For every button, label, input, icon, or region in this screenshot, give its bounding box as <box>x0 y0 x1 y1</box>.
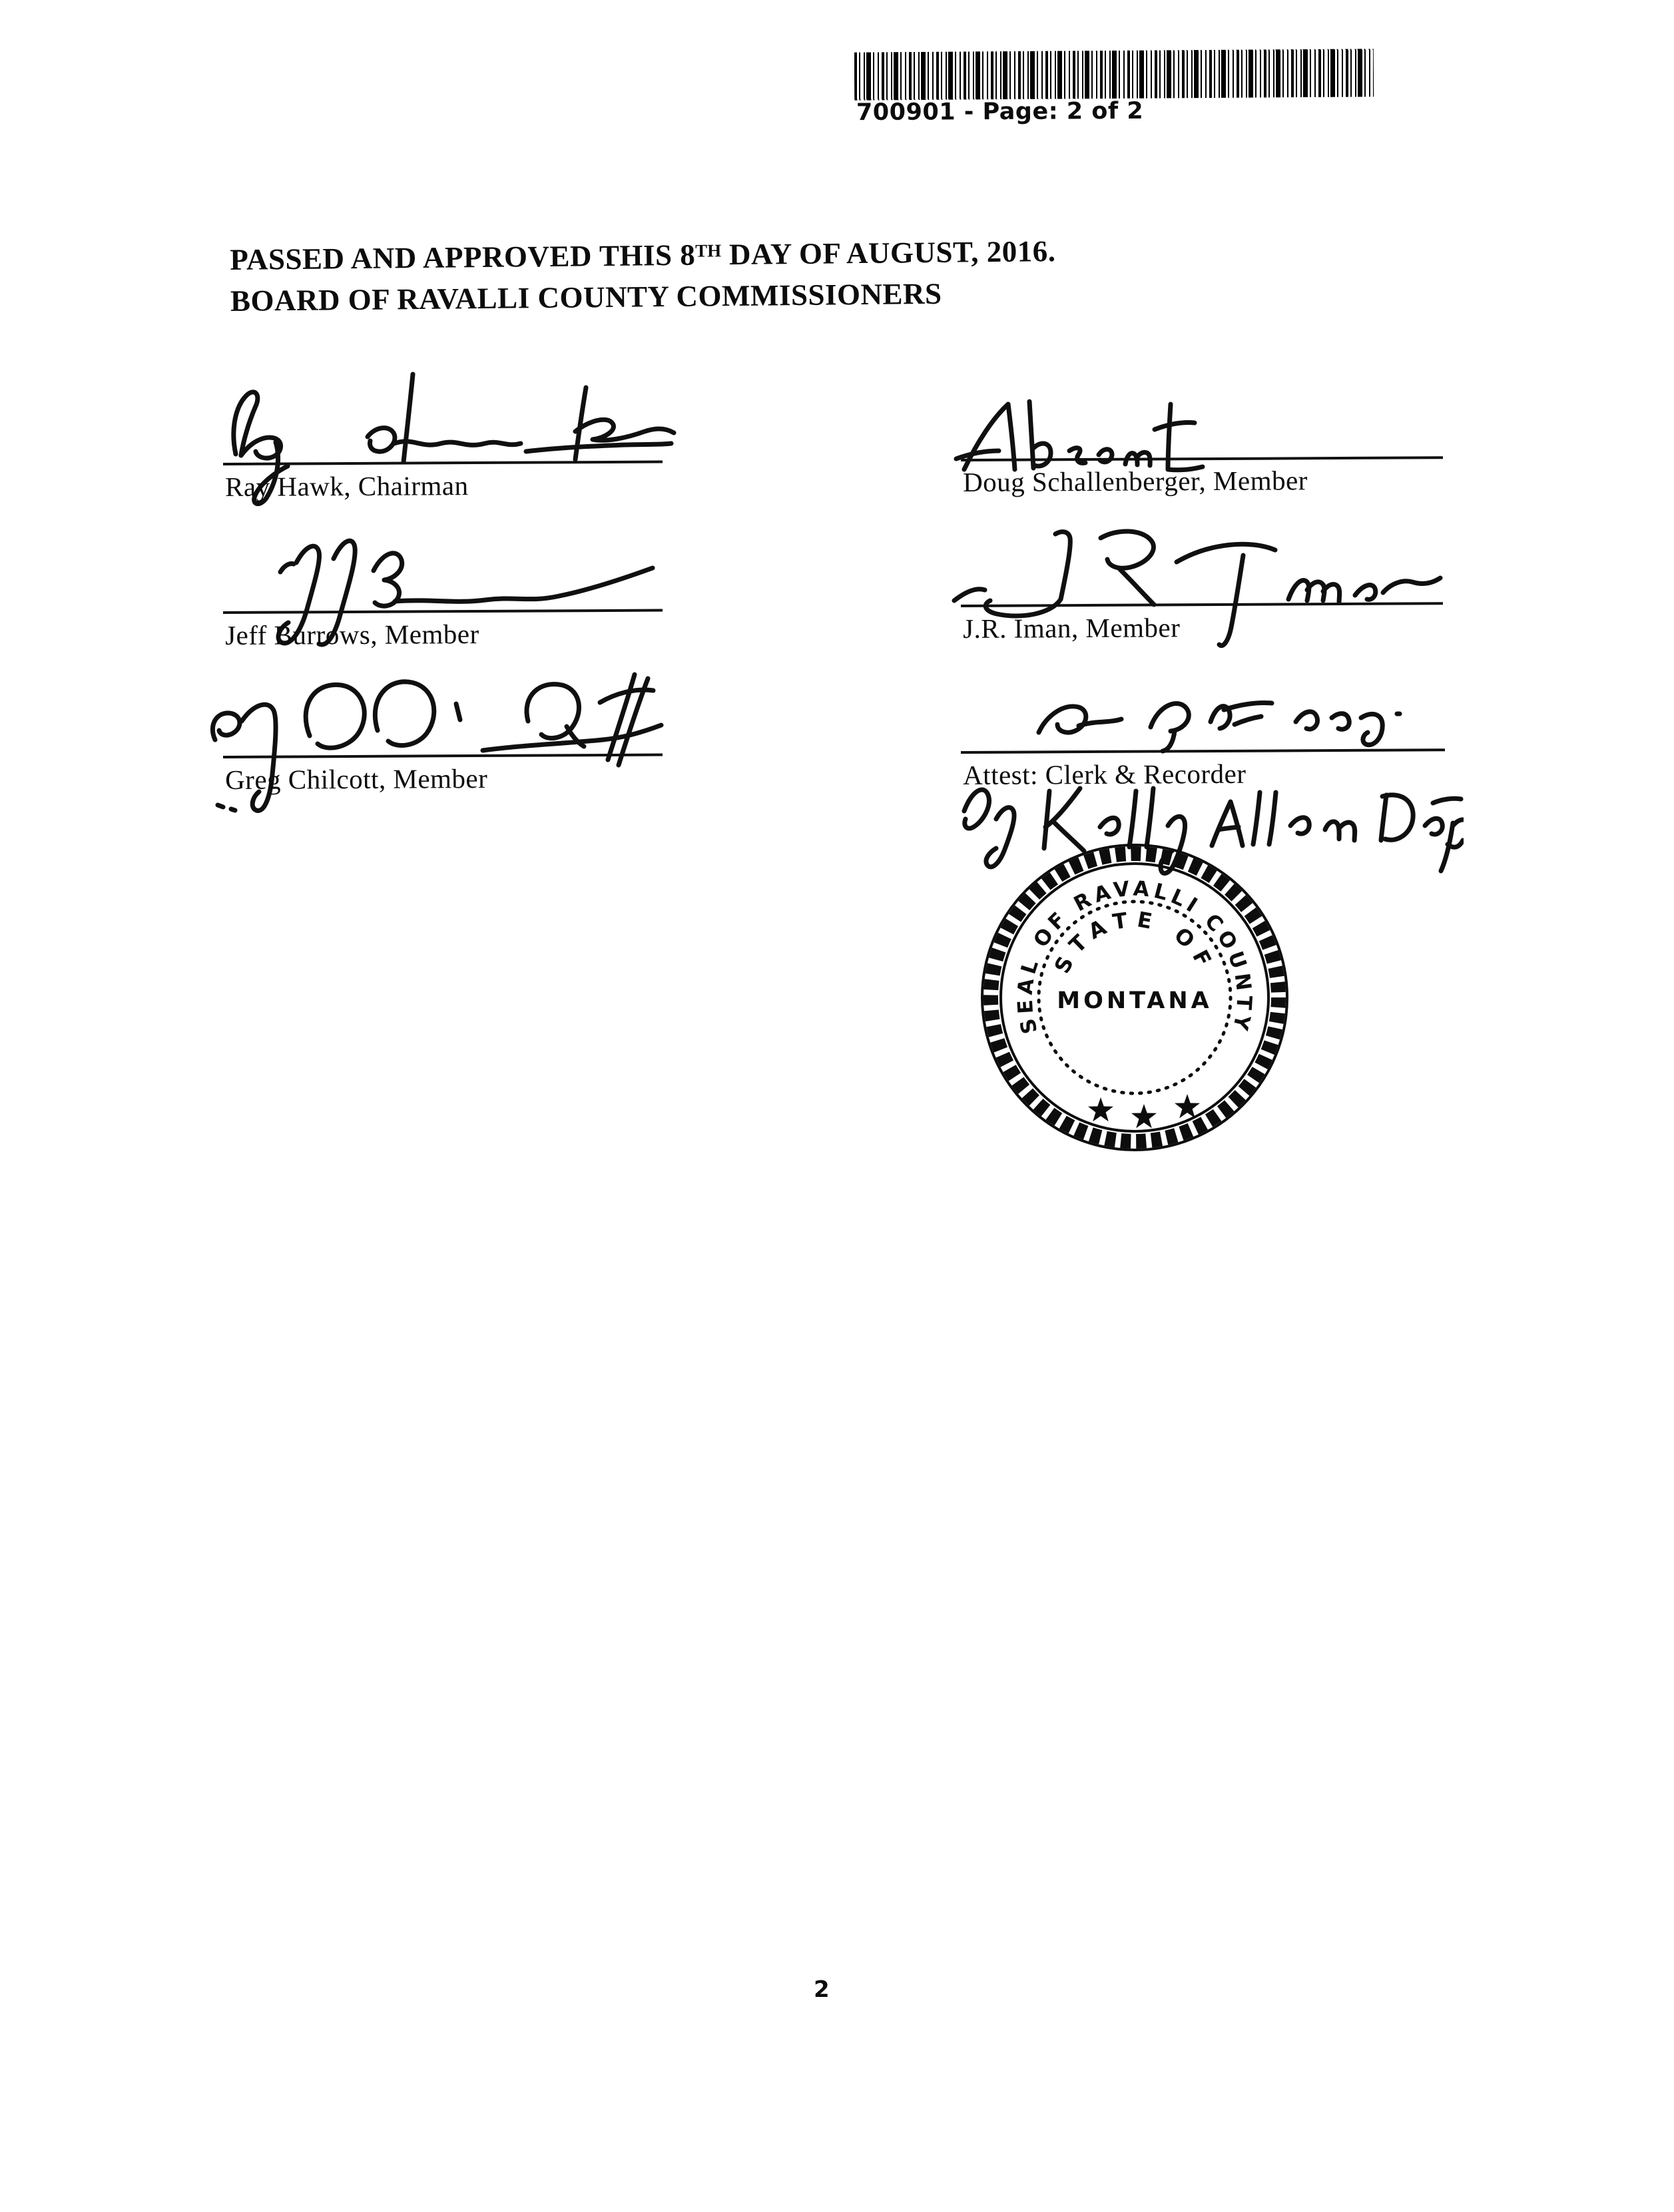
star-icon <box>1131 1104 1157 1128</box>
greg-chilcott-signature <box>203 661 683 824</box>
approval-heading-line2: BOARD OF RAVALLI COUNTY COMMISSIONERS <box>230 276 942 318</box>
signature-label-member-iman: J.R. Iman, Member <box>963 612 1181 644</box>
signature-label-member-schallenberger: Doug Schallenberger, Member <box>963 465 1308 497</box>
approval-heading-ordinal: TH <box>695 240 722 261</box>
seal-ring-text: SEAL OF RAVALLI COUNTY <box>1013 876 1256 1037</box>
seal-center-text: MONTANA <box>1057 987 1213 1014</box>
star-icon <box>1088 1097 1113 1121</box>
approval-heading-line1-prefix: PASSED AND APPROVED THIS 8 <box>230 238 696 276</box>
signature-label-member-chilcott: Greg Chilcott, Member <box>225 762 488 795</box>
county-seal <box>974 836 1296 1159</box>
barcode-caption: 700901 - Page: 2 of 2 <box>856 97 1144 127</box>
ink-dots <box>218 805 235 810</box>
approval-heading-line1-suffix: DAY OF AUGUST, 2016. <box>720 234 1056 272</box>
seal-arc-text: STATE OF <box>1049 906 1221 977</box>
signature-label-chairman: Ray Hawk, Chairman <box>225 470 469 502</box>
star-icon <box>1175 1094 1200 1118</box>
approval-heading <box>230 232 1056 320</box>
barcode <box>854 49 1374 100</box>
page-number: 2 <box>814 1976 830 2003</box>
signature-label-attest: Attest: Clerk & Recorder <box>963 758 1247 790</box>
signature-label-member-burrows: Jeff Burrows, Member <box>225 619 479 651</box>
clerk-recorder-signature <box>1020 674 1406 759</box>
